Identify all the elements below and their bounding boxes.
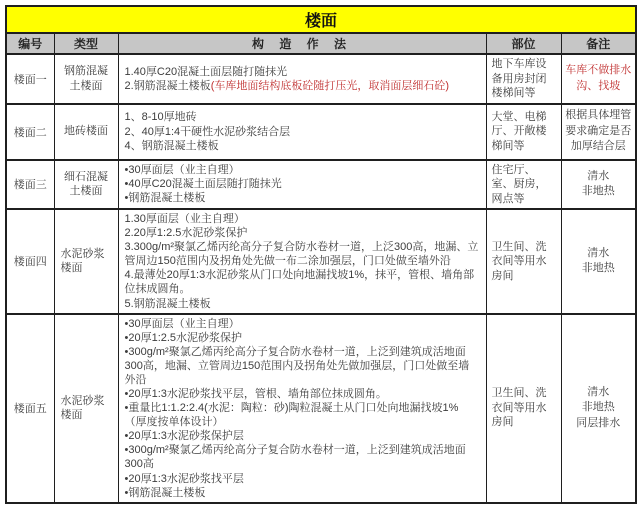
method-line: •20厚1:3水泥砂浆保护层 bbox=[124, 430, 244, 443]
method-line: 1.30厚面层（业主自理） bbox=[124, 213, 245, 226]
remark-line: 同层排水 bbox=[576, 416, 621, 429]
remark-line: 清水 bbox=[587, 246, 610, 259]
column-header: 构 造 作 法 bbox=[118, 33, 486, 54]
method-line: 2.20厚1:2.5水泥砂浆保护 bbox=[124, 227, 248, 240]
row-method-cell bbox=[118, 209, 486, 314]
method-line: •钢筋混凝土楼板 bbox=[124, 192, 206, 205]
method-line: •300g/m²聚氯乙烯丙纶高分子复合防水卷材一道，上泛到建筑成活地面300高 bbox=[124, 444, 466, 471]
title-row bbox=[6, 6, 636, 33]
row-type-cell: 地砖楼面 bbox=[54, 104, 118, 160]
row-remark-cell bbox=[561, 160, 636, 210]
row-id-cell: 楼面五 bbox=[6, 314, 54, 503]
method-line: 2.钢筋混凝土楼板(车库地面结构底板砼随打压光，取消面层细石砼) bbox=[124, 79, 450, 92]
column-header: 部位 bbox=[486, 33, 561, 54]
floor-spec-table bbox=[5, 5, 637, 504]
column-header: 编号 bbox=[6, 33, 54, 54]
row-id-cell: 楼面二 bbox=[6, 104, 54, 160]
method-line: •20厚1:3水泥砂浆找平层，管根、墙角部位抹成圆角。 bbox=[124, 388, 387, 401]
row-method-cell bbox=[118, 160, 486, 210]
row-remark-cell bbox=[561, 209, 636, 314]
method-line: •30厚面层（业主自理） bbox=[124, 317, 240, 330]
row-id-cell: 楼面一 bbox=[6, 54, 54, 104]
method-line: •30厚面层（业主自理） bbox=[124, 164, 240, 177]
method-line: •40厚C20混凝土面层随打随抹光 bbox=[124, 178, 282, 191]
row-remark-cell bbox=[561, 54, 636, 104]
method-line: 2、40厚1:4干硬性水泥砂浆结合层 bbox=[124, 125, 291, 138]
row-id-cell: 楼面四 bbox=[6, 209, 54, 314]
table-row bbox=[6, 160, 636, 210]
row-method-cell bbox=[118, 104, 486, 160]
method-line: 5.钢筋混凝土楼板 bbox=[124, 297, 211, 310]
table-row bbox=[6, 209, 636, 314]
remark-line: 根据具体埋管要求确定是否加厚结合层 bbox=[565, 109, 632, 153]
row-location-cell: 卫生间、洗衣间等用水房间 bbox=[486, 314, 561, 503]
row-location-cell: 地下车库设备用房封闭楼梯间等 bbox=[486, 54, 561, 104]
table-title: 楼面 bbox=[6, 6, 636, 33]
method-line: 1.40厚C20混凝土面层随打随抹光 bbox=[124, 65, 288, 78]
row-type-cell: 钢筋混凝土楼面 bbox=[54, 54, 118, 104]
column-header: 类型 bbox=[54, 33, 118, 54]
column-header-row bbox=[6, 33, 636, 54]
row-remark-cell bbox=[561, 314, 636, 503]
table-row bbox=[6, 104, 636, 160]
method-line: •钢筋混凝土楼板 bbox=[124, 486, 206, 499]
method-line: 3.300g/m²聚氯乙烯丙纶高分子复合防水卷材一道，上泛300高，地漏、立管周边150范围内及拐角处先做一布二涂加强层，门口处做至墙外沿 bbox=[124, 241, 479, 268]
table-row bbox=[6, 54, 636, 104]
row-remark-cell bbox=[561, 104, 636, 160]
method-line: •20厚1:3水泥砂浆找平层 bbox=[124, 472, 244, 485]
row-location-cell: 大堂、电梯厅、开敞楼梯间等 bbox=[486, 104, 561, 160]
table-body bbox=[6, 54, 636, 503]
method-line-highlight: (车库地面结构底板砼随打压光，取消面层细石砼) bbox=[210, 79, 450, 92]
row-method-cell bbox=[118, 314, 486, 503]
method-line: •重量比1:1.2:2.4(水泥：陶粒：砂)陶粒混凝土从门口处向地漏找坡1%（厚度按单体设计） bbox=[124, 402, 459, 429]
remark-line: 非地热 bbox=[581, 185, 615, 198]
remark-line: 车库不做排水沟、找坡 bbox=[565, 64, 632, 92]
remark-line: 非地热 bbox=[581, 262, 615, 275]
method-line: 1、8-10厚地砖 bbox=[124, 111, 197, 124]
method-line: •20厚1:2.5水泥砂浆保护 bbox=[124, 331, 243, 344]
row-type-cell: 细石混凝土楼面 bbox=[54, 160, 118, 210]
row-location-cell: 卫生间、洗衣间等用水房间 bbox=[486, 209, 561, 314]
row-id-cell: 楼面三 bbox=[6, 160, 54, 210]
remark-line: 清水 bbox=[587, 386, 610, 399]
method-line: 4、钢筋混凝土楼板 bbox=[124, 139, 219, 152]
remark-line: 清水 bbox=[587, 169, 610, 182]
row-method-cell bbox=[118, 54, 486, 104]
remark-line: 非地热 bbox=[581, 401, 615, 414]
row-type-cell: 水泥砂浆楼面 bbox=[54, 314, 118, 503]
column-header: 备注 bbox=[561, 33, 636, 54]
row-type-cell: 水泥砂浆楼面 bbox=[54, 209, 118, 314]
method-line: •300g/m²聚氯乙烯丙纶高分子复合防水卷材一道，上泛到建筑成活地面300高，地漏、立管周边150范围内及拐角处先做加强层，门口处做至墙外沿 bbox=[124, 345, 470, 386]
table-row bbox=[6, 314, 636, 503]
method-line: 4.最薄处20厚1:3水泥砂浆从门口处向地漏找坡1%，抹平，管根、墙角部位抹成圆角。 bbox=[124, 269, 475, 296]
row-location-cell: 住宅厅、室、厨房，网点等 bbox=[486, 160, 561, 210]
